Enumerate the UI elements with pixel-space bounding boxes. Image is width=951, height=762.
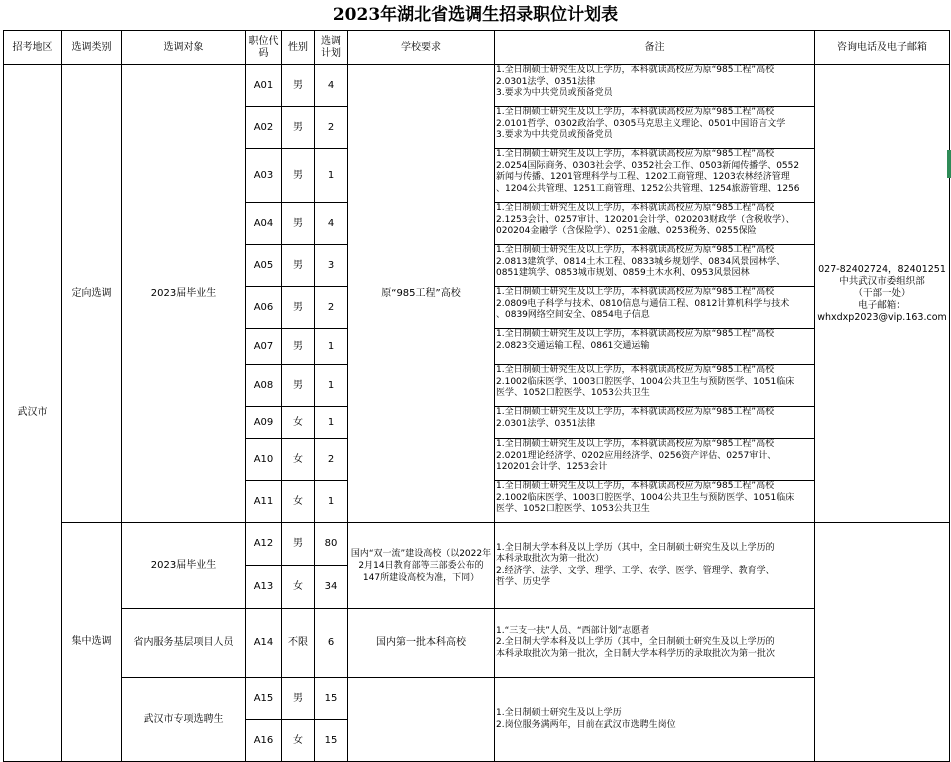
note-line: 1.全日制硕士研究生及以上学历，本科就读高校应为原“985工程”高校 [496,65,775,75]
table-row [4,609,950,678]
gender-cell: 男 [282,523,315,566]
note-cell [495,287,815,329]
note-line: 2.0813建筑学、0814土木工程、0833城乡规划学、0834风景园林学、 [496,256,786,267]
position-plan-table [3,30,950,762]
note-line: 、0839网络空间安全、0854电子信息 [496,310,650,320]
note-line: 2.0254国际商务、0303社会学、0352社会工作、0503新闻传播学、0552 [496,160,800,171]
target-grad-directed: 2023届毕业生 [122,65,246,523]
plan-cell: 15 [315,678,348,720]
note-cell [495,609,815,678]
header-notes: 备注 [495,31,815,65]
note-cell [495,365,815,407]
table-row [4,678,950,720]
code-cell: A10 [246,439,282,481]
note-line: 3.要求为中共党员或预备党员 [496,88,613,98]
note-line: 2.0809电子科学与技术、0810信息与通信工程、0812计算机科学与技术 [496,298,790,309]
code-cell: A11 [246,481,282,523]
plan-cell: 1 [315,407,348,439]
note-line: 1.全日制硕士研究生及以上学历 [496,708,622,718]
note-line: 1.全日制大学本科及以上学历（其中，全日制硕士研究生及以上学历的 [496,542,775,553]
code-cell: A07 [246,329,282,365]
note-line: 2.经济学、法学、文学、理学、工学、农学、医学、管理学、教育学、 [496,565,775,576]
category-centralized: 集中选调 [62,523,122,762]
plan-cell: 1 [315,149,348,203]
target-grad-centralized: 2023届毕业生 [122,523,246,609]
note-cell [495,203,815,245]
note-line: 1.全日制硕士研究生及以上学历，本科就读高校应为原“985工程”高校 [496,287,775,297]
plan-cell: 2 [315,287,348,329]
code-cell: A05 [246,245,282,287]
note-line: 新闻与传播、1201管理科学与工程、1202工商管理、1203农林经济管理 [496,172,790,182]
region-cell: 武汉市 [4,65,62,762]
note-line: 医学、1052口腔医学、1053公共卫生 [496,388,650,398]
header-region: 招考地区 [4,31,62,65]
note-cell [495,329,815,365]
note-line: 1.“三支一扶”人员、“西部计划”志愿者 [496,625,650,636]
plan-cell: 4 [315,65,348,107]
note-line: 1.全日制硕士研究生及以上学历，本科就读高校应为原“985工程”高校 [496,245,775,255]
gender-cell: 男 [282,287,315,329]
plan-cell: 34 [315,566,348,609]
gender-cell: 不限 [282,609,315,678]
plan-cell: 6 [315,609,348,678]
contact-dept: （干部一处） [853,287,911,299]
note-line: 1.全日制硕士研究生及以上学历，本科就读高校应为原“985工程”高校 [496,439,775,449]
code-cell: A03 [246,149,282,203]
code-cell: A06 [246,287,282,329]
code-cell: A16 [246,720,282,762]
contact-cell [815,65,950,523]
code-cell: A04 [246,203,282,245]
gender-cell: 男 [282,678,315,720]
plan-cell: 4 [315,203,348,245]
school-double-first: 国内“双一流”建设高校（以2022年2月14日教育部等三部委公布的147所建设高校为准，下同） [348,523,495,609]
note-line: 1.全日制硕士研究生及以上学历，本科就读高校应为原“985工程”高校 [496,365,775,375]
note-line: 0851建筑学、0853城市规划、0859土木水利、0953风景园林 [496,268,750,278]
gender-cell: 女 [282,566,315,609]
note-line: 2.1002临床医学、1003口腔医学、1004公共卫生与预防医学、1051临床 [496,376,795,387]
note-cell [495,678,815,762]
gender-cell: 男 [282,107,315,149]
gender-cell: 男 [282,329,315,365]
school-first-batch: 国内第一批本科高校 [348,609,495,678]
contact-email: whxdxp2023@vip.163.com [817,311,947,323]
header-category: 选调类别 [62,31,122,65]
note-cell [495,149,815,203]
header-target: 选调对象 [122,31,246,65]
header-plan: 选调计划 [315,31,348,65]
note-line: 020204金融学（含保险学）、0251金融、0253税务、0255保险 [496,226,757,236]
code-cell: A12 [246,523,282,566]
header-contact: 咨询电话及电子邮箱 [815,31,950,65]
gender-cell: 女 [282,407,315,439]
note-line: 2.全日制大学本科及以上学历（其中，全日制硕士研究生及以上学历的 [496,637,775,648]
header-row [4,31,950,65]
table-row [4,523,950,566]
note-line: 2.0301法学、0351法律 [496,418,596,429]
note-line: 1.全日制硕士研究生及以上学历，本科就读高校应为原“985工程”高校 [496,407,775,417]
note-line: 2.0823交通运输工程、0861交通运输 [496,340,650,351]
note-line: 1.全日制硕士研究生及以上学历，本科就读高校应为原“985工程”高校 [496,203,775,213]
note-line: 2.0101哲学、0302政治学、0305马克思主义理论、0501中国语言文学 [496,118,786,129]
note-cell [495,523,815,609]
note-line: 哲学、历史学 [496,577,551,587]
target-grassroots: 省内服务基层项目人员 [122,609,246,678]
note-line: 本科录取批次为第一批次，全日制大学本科学历的录取批次为第一批次 [496,648,776,659]
note-line: 1.全日制硕士研究生及以上学历，本科就读高校应为原“985工程”高校 [496,329,775,339]
note-cell [495,245,815,287]
gender-cell: 女 [282,720,315,762]
note-line: 1.全日制硕士研究生及以上学历，本科就读高校应为原“985工程”高校 [496,149,775,159]
note-cell [495,407,815,439]
note-cell [495,481,815,523]
target-special: 武汉市专项选聘生 [122,678,246,762]
code-cell: A08 [246,365,282,407]
note-line: 2.1002临床医学、1003口腔医学、1004公共卫生与预防医学、1051临床 [496,492,795,503]
header-gender: 性别 [282,31,315,65]
note-line: 1.全日制硕士研究生及以上学历，本科就读高校应为原“985工程”高校 [496,481,775,491]
school-empty [348,678,495,762]
plan-cell: 1 [315,329,348,365]
plan-cell: 2 [315,439,348,481]
note-line: 医学、1052口腔医学、1053公共卫生 [496,504,650,514]
page-title: 2023年湖北省选调生招录职位计划表 [332,5,619,25]
scrollbar-indicator[interactable] [947,150,951,178]
note-cell [495,65,815,107]
gender-cell: 男 [282,65,315,107]
note-line: 本科录取批次为第一批次） [496,554,605,564]
note-line: 2.0201理论经济学、0202应用经济学、0256资产评估、0257审计、 [496,450,777,461]
plan-cell: 1 [315,481,348,523]
contact-cell-empty [815,523,950,762]
note-cell [495,439,815,481]
school-985: 原“985工程”高校 [348,65,495,523]
note-line: 3.要求为中共党员或预备党员 [496,130,613,140]
plan-cell: 2 [315,107,348,149]
code-cell: A09 [246,407,282,439]
note-line: 2.0301法学、0351法律 [496,76,596,87]
code-cell: A13 [246,566,282,609]
code-cell: A02 [246,107,282,149]
code-cell: A15 [246,678,282,720]
gender-cell: 男 [282,203,315,245]
plan-cell: 3 [315,245,348,287]
contact-email-label: 电子邮箱： [858,299,906,311]
plan-cell: 80 [315,523,348,566]
gender-cell: 男 [282,245,315,287]
gender-cell: 男 [282,365,315,407]
header-code: 职位代码 [246,31,282,65]
header-school: 学校要求 [348,31,495,65]
gender-cell: 女 [282,481,315,523]
table-row [4,65,950,107]
code-cell: A14 [246,609,282,678]
note-line: 120201会计学、1253会计 [496,462,608,472]
gender-cell: 女 [282,439,315,481]
contact-phone: 027-82402724，82401251 [818,263,946,275]
code-cell: A01 [246,65,282,107]
category-directed: 定向选调 [62,65,122,523]
note-line: 2.岗位服务满两年，目前在武汉市选聘生岗位 [496,719,676,730]
plan-cell: 15 [315,720,348,762]
note-line: 、1204公共管理、1251工商管理、1252公共管理、1254旅游管理、1256 [496,183,800,194]
note-cell [495,107,815,149]
plan-cell: 1 [315,365,348,407]
note-line: 1.全日制硕士研究生及以上学历，本科就读高校应为原“985工程”高校 [496,107,775,117]
note-line: 2.1253会计、0257审计、120201会计学、020203财政学（含税收学）、 [496,214,795,225]
contact-org: 中共武汉市委组织部 [839,275,925,287]
gender-cell: 男 [282,149,315,203]
